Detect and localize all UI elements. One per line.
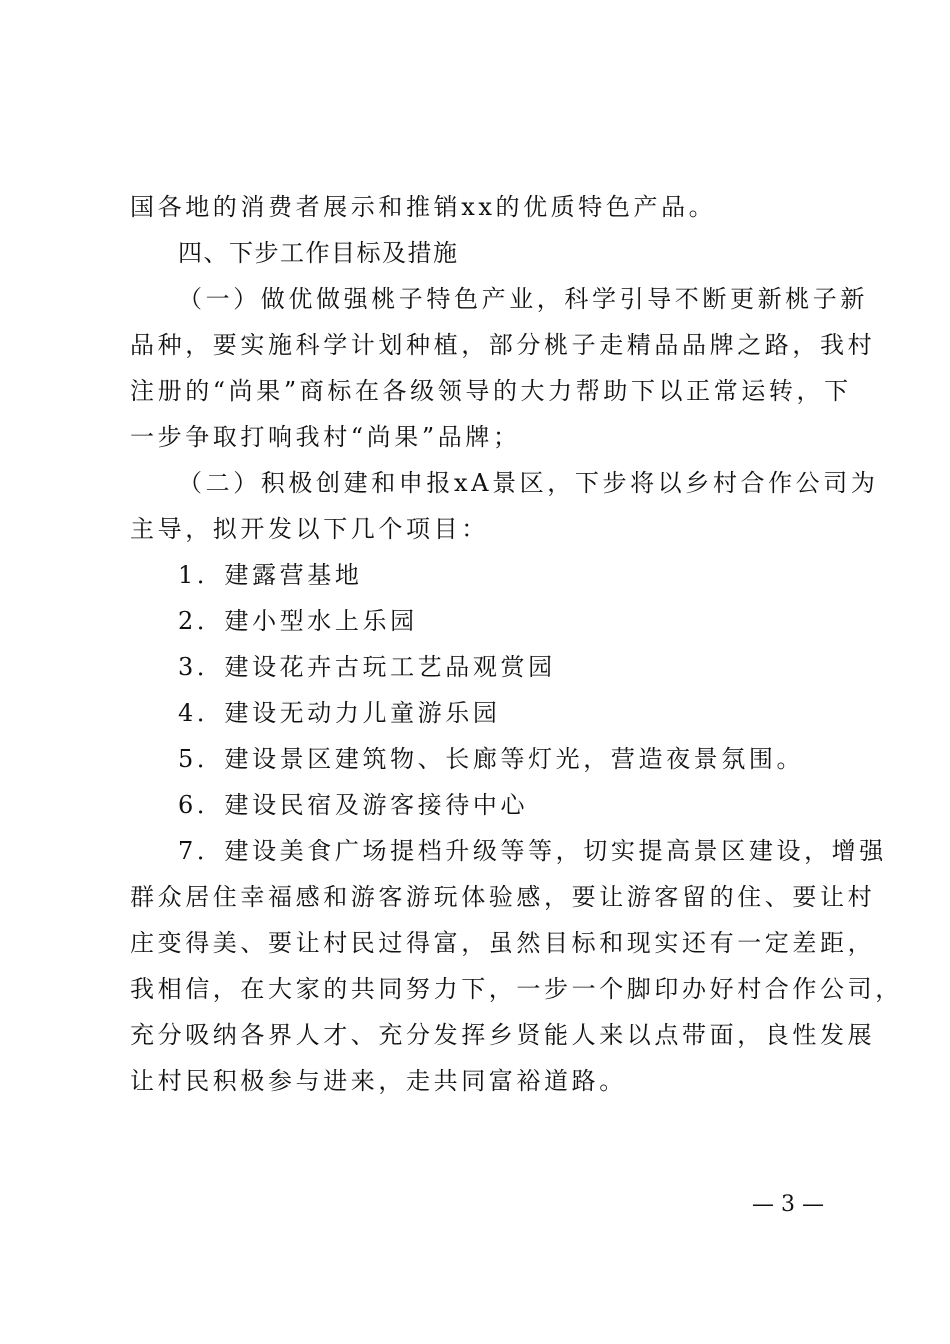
paragraph-line: 我相信，在大家的共同努力下，一步一个脚印办好村合作公司， bbox=[130, 975, 903, 1003]
paragraph-line: 注册的“尚果”商标在各级领导的大力帮助下以正常运转，下 bbox=[130, 377, 852, 405]
list-item: 3．建设花卉古玩工艺品观赏园 bbox=[178, 653, 556, 681]
list-item: 5．建设景区建筑物、长廊等灯光，营造夜景氛围。 bbox=[178, 745, 805, 773]
paragraph-line: （二）积极创建和申报xA景区，下步将以乡村合作公司为 bbox=[178, 469, 879, 497]
paragraph-line: （一）做优做强桃子特色产业，科学引导不断更新桃子新 bbox=[178, 285, 868, 313]
list-item: 1．建露营基地 bbox=[178, 561, 363, 589]
section-heading: 四、下步工作目标及措施 bbox=[178, 239, 459, 267]
list-item: 2．建小型水上乐园 bbox=[178, 607, 418, 635]
paragraph-line: 庄变得美、要让村民过得富，虽然目标和现实还有一定差距， bbox=[130, 929, 876, 957]
paragraph-line: 品种，要实施科学计划种植，部分桃子走精品品牌之路，我村 bbox=[130, 331, 876, 359]
paragraph-line: 群众居住幸福感和游客游玩体验感，要让游客留的住、要让村 bbox=[130, 883, 876, 911]
list-item: 6．建设民宿及游客接待中心 bbox=[178, 791, 529, 819]
list-item: 4．建设无动力儿童游乐园 bbox=[178, 699, 501, 727]
paragraph-line: 主导，拟开发以下几个项目： bbox=[130, 515, 489, 543]
continuation-line: 国各地的消费者展示和推销xx的优质特色产品。 bbox=[130, 193, 717, 221]
page-number: — 3 — bbox=[752, 1192, 824, 1217]
paragraph-line: 一步争取打响我村“尚果”品牌； bbox=[130, 423, 521, 451]
paragraph-line: 充分吸纳各界人才、充分发挥乡贤能人来以点带面，良性发展 bbox=[130, 1021, 876, 1049]
paragraph-line: 让村民积极参与进来，走共同富裕道路。 bbox=[130, 1067, 627, 1095]
paragraph-line: 7．建设美食广场提档升级等等，切实提高景区建设，增强 bbox=[178, 837, 887, 865]
